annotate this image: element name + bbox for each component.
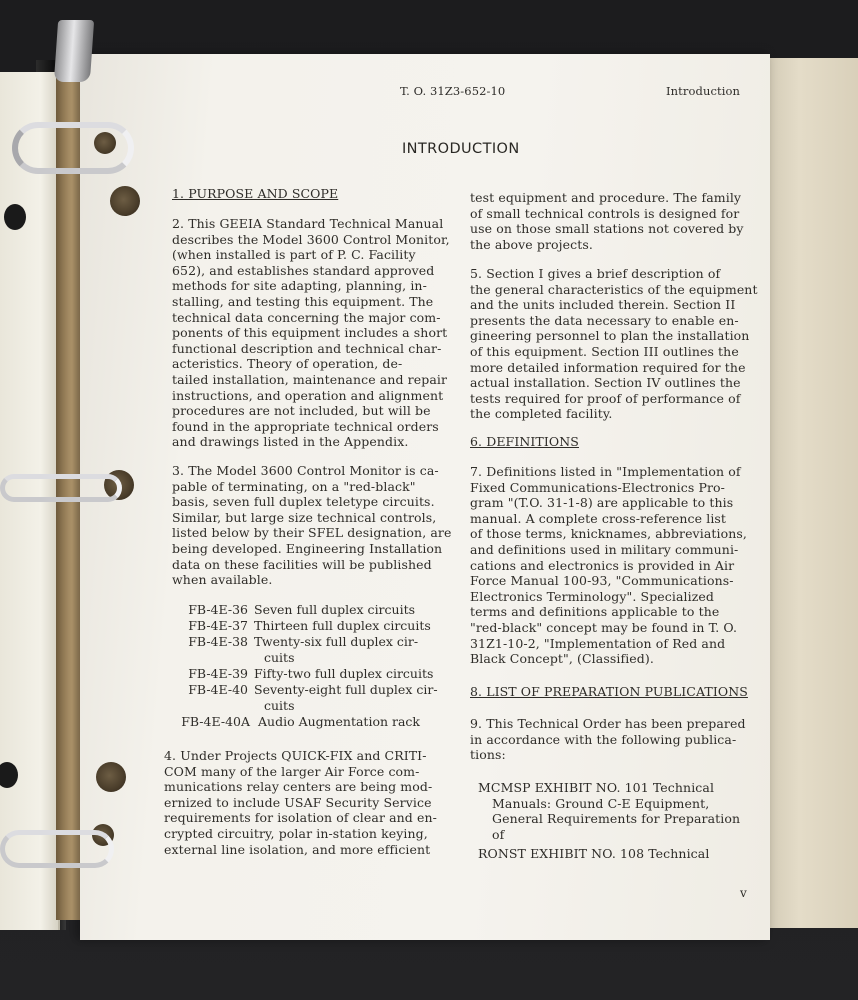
text-line: actual installation. Section IV outlines the — [470, 375, 741, 391]
text-line: the general characteristics of the equipment — [470, 281, 758, 297]
text-line: Black Concept", (Classified). — [470, 651, 654, 667]
text-line: 9. This Technical Order has been prepared — [470, 716, 746, 731]
page-title: INTRODUCTION — [402, 141, 520, 157]
text-line: Manuals: Ground C-E Equipment, — [492, 795, 710, 811]
binder-ring — [12, 122, 134, 174]
text-line: being developed. Engineering Installation — [172, 540, 443, 556]
paragraph-5 — [470, 266, 760, 422]
text-line: stalling, and testing this equipment. The — [172, 293, 434, 309]
text-line: of small technical controls is designed for — [470, 205, 740, 221]
punch-hole — [96, 762, 126, 792]
paragraph-9 — [470, 716, 760, 763]
heading-definitions: 6. DEFINITIONS — [470, 434, 579, 449]
text-line: data on these facilities will be published — [172, 556, 432, 572]
text-line: presents the data necessary to enable en- — [470, 312, 739, 328]
text-line: the above projects. — [470, 236, 593, 252]
text-line: gineering personnel to plan the installation — [470, 328, 750, 344]
publication-mcmsp-101 — [478, 780, 768, 842]
text-line: in accordance with the following publica- — [470, 731, 737, 747]
designation-desc: Seven full duplex circuits — [254, 602, 416, 617]
page-number: v — [740, 886, 747, 900]
doc-number: T. O. 31Z3-652-10 — [400, 84, 506, 98]
text-line: 2. This GEEIA Standard Technical Manual — [172, 216, 444, 231]
text-line: 5. Section I gives a brief description of — [470, 266, 721, 281]
text-line: the completed facility. — [470, 406, 613, 422]
designation-code: FB-4E-40 — [188, 682, 248, 697]
text-line: General Requirements for Preparation — [492, 811, 741, 827]
text-line: (when installed is part of P. C. Facility — [172, 247, 416, 263]
designation-desc: Thirteen full duplex circuits — [254, 618, 431, 633]
text-line: manual. A complete cross-reference list — [470, 510, 727, 526]
text-line: tests required for proof of performance of — [470, 390, 741, 406]
heading-purpose-scope: 1. PURPOSE AND SCOPE — [172, 186, 339, 201]
text-line: tailed installation, maintenance and repair — [172, 371, 448, 387]
text-line: COM many of the larger Air Force com- — [164, 763, 420, 779]
text-line: describes the Model 3600 Control Monitor, — [172, 231, 450, 247]
text-line: crypted circuitry, polar in-station keying, — [164, 825, 428, 841]
text-line: functional description and technical char- — [172, 340, 442, 356]
text-line: MCMSP EXHIBIT NO. 101 Technical — [478, 780, 715, 795]
binder-clip — [54, 20, 94, 82]
document-page — [80, 54, 770, 940]
designation-code: FB-4E-39 — [188, 666, 248, 681]
text-line: of this equipment. Section III outlines the — [470, 343, 739, 359]
text-line: found in the appropriate technical orders — [172, 418, 439, 434]
designation-desc: Fifty-two full duplex circuits — [254, 666, 434, 681]
text-line: Electronics Terminology". Specialized — [470, 588, 715, 604]
text-line: 31Z1-10-2, "Implementation of Red and — [470, 635, 726, 651]
text-line: tions: — [470, 747, 506, 763]
paragraph-4 — [164, 748, 474, 857]
text-line: instructions, and operation and alignment — [172, 387, 444, 403]
back-cover — [760, 58, 858, 928]
text-line: use on those small stations not covered by — [470, 221, 744, 237]
designation-code: FB-4E-40A — [181, 714, 250, 729]
designation-desc: Twenty-six full duplex cir- — [254, 634, 419, 649]
paragraph-3 — [172, 463, 472, 588]
text-line: cations and electronics is provided in Air — [470, 557, 735, 573]
section-label: Introduction — [666, 84, 741, 98]
text-line: 3. The Model 3600 Control Monitor is ca- — [172, 463, 439, 478]
left-page-hole — [0, 762, 18, 788]
paragraph-2 — [172, 216, 472, 450]
designation-code: FB-4E-36 — [188, 602, 248, 617]
text-line: basis, seven full duplex teletype circuits. — [172, 494, 435, 510]
text-line: ponents of this equipment includes a short — [172, 325, 448, 341]
text-line: and definitions used in military communi- — [470, 541, 739, 557]
heading-preparation-publications: 8. LIST OF PREPARATION PUBLICATIONS — [470, 684, 748, 699]
text-line: of — [492, 826, 505, 842]
text-line: 652), and establishes standard approved — [172, 262, 435, 278]
text-line: technical data concerning the major com- — [172, 309, 441, 325]
text-line: gram "(T.O. 31-1-8) are applicable to this — [470, 495, 734, 511]
paragraph-7 — [470, 464, 760, 667]
text-line: Fixed Communications-Electronics Pro- — [470, 479, 725, 495]
paragraph-4-continued — [470, 190, 760, 252]
designation-desc-cont: cuits — [264, 650, 295, 665]
publication-ronst-108 — [478, 846, 768, 862]
text-line: Similar, but large size technical controls, — [172, 509, 437, 525]
designation-code: FB-4E-38 — [188, 634, 248, 649]
text-line: test equipment and procedure. The family — [470, 190, 742, 205]
text-line: "red-black" concept may be found in T. O. — [470, 619, 738, 635]
text-line: of those terms, knicknames, abbreviations, — [470, 526, 747, 542]
designation-desc: Seventy-eight full duplex cir- — [254, 682, 438, 697]
text-line: 4. Under Projects QUICK-FIX and CRITI- — [164, 748, 427, 763]
text-line: procedures are not included, but will be — [172, 403, 431, 419]
text-line: more detailed information required for the — [470, 359, 746, 375]
text-line: RONST EXHIBIT NO. 108 Technical — [478, 846, 710, 861]
text-line: and drawings listed in the Appendix. — [172, 434, 409, 450]
text-line: when available. — [172, 572, 273, 588]
text-line: ernized to include USAF Security Service — [164, 794, 432, 810]
designation-code: FB-4E-37 — [188, 618, 248, 633]
binder-ring — [0, 474, 122, 502]
punch-hole — [110, 186, 140, 216]
text-line: listed below by their SFEL designation, are — [172, 525, 452, 541]
text-line: and the units included therein. Section II — [470, 297, 736, 313]
left-page-hole — [4, 204, 26, 230]
designation-desc: Audio Augmentation rack — [258, 714, 421, 729]
text-line: methods for site adapting, planning, in- — [172, 278, 427, 294]
designation-desc-cont: cuits — [264, 698, 295, 713]
text-line: acteristics. Theory of operation, de- — [172, 356, 403, 372]
text-line: pable of terminating, on a "red-black" — [172, 478, 416, 494]
text-line: requirements for isolation of clear and en- — [164, 810, 437, 826]
text-line: external line isolation, and more efficient — [164, 841, 431, 857]
text-line: Force Manual 100-93, "Communications- — [470, 573, 734, 589]
text-line: terms and definitions applicable to the — [470, 604, 720, 620]
binder-ring — [0, 830, 114, 868]
text-line: munications relay centers are being mod- — [164, 779, 433, 795]
text-line: 7. Definitions listed in "Implementation of — [470, 464, 741, 479]
